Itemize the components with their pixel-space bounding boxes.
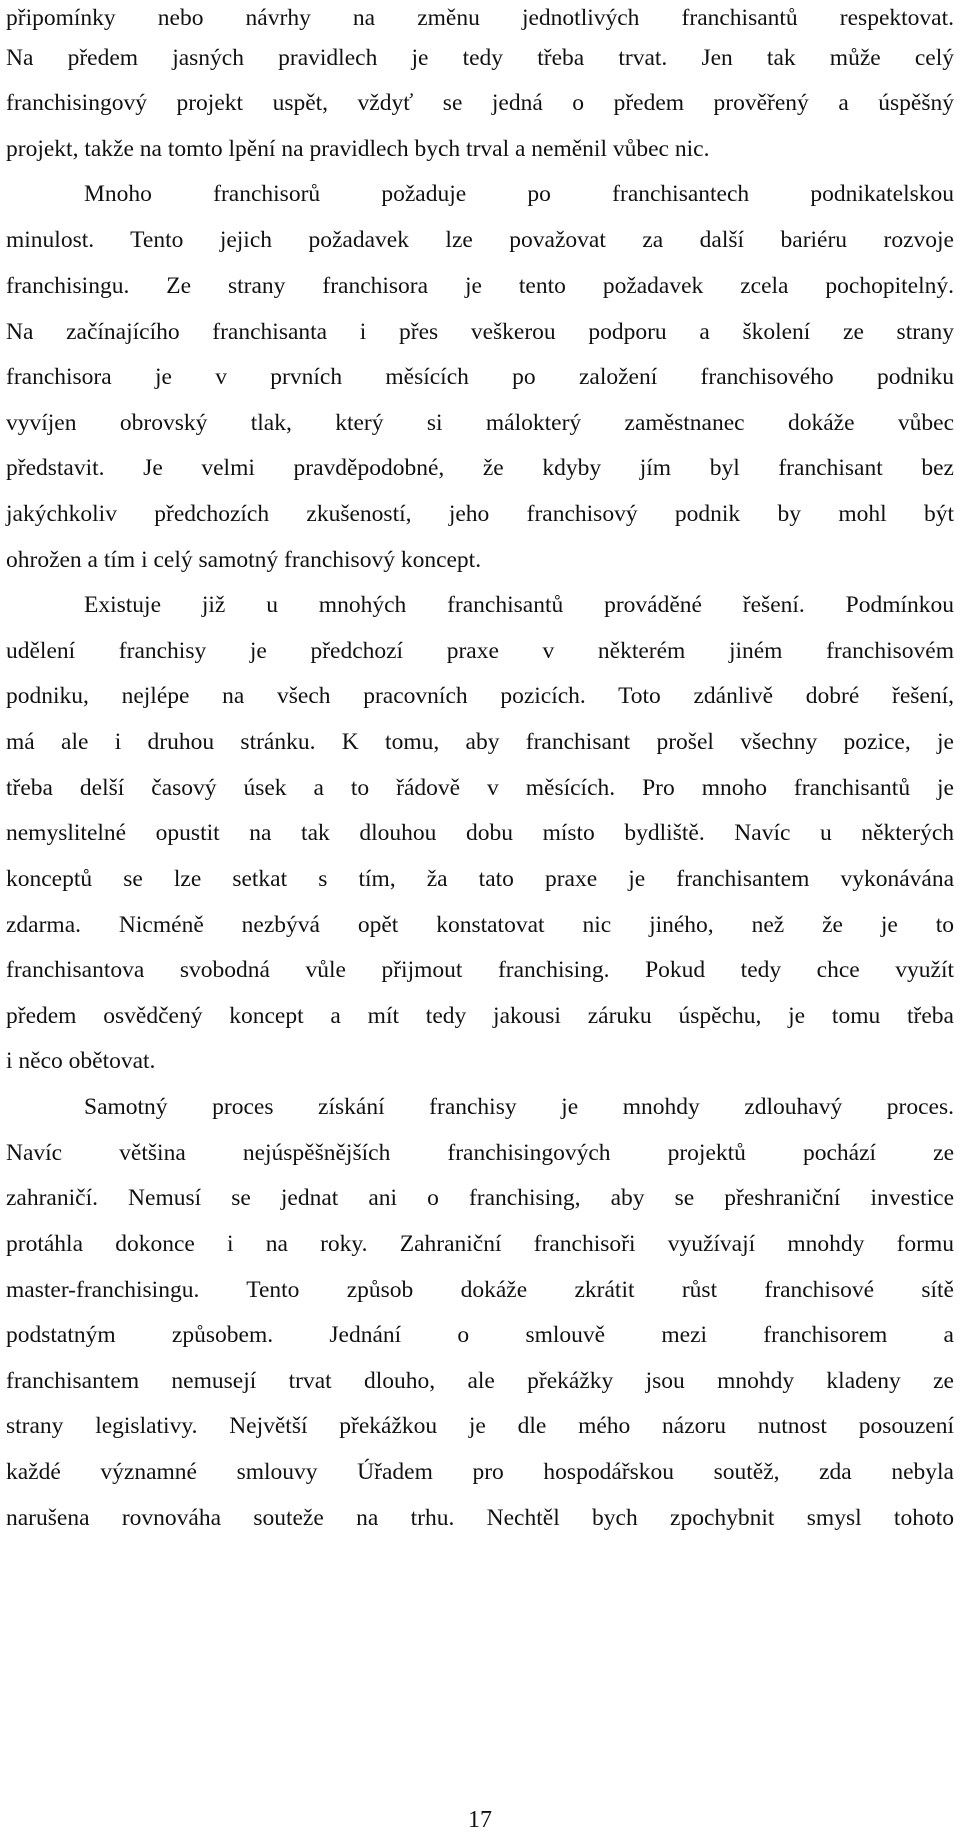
text-line: Na začínajícího franchisanta i přes veškerou podporu a školení ze strany — [6, 319, 954, 345]
text-line: vyvíjen obrovský tlak, který si málokterý zaměstnanec dokáže vůbec — [6, 410, 954, 436]
text-line: Navíc většina nejúspěšnějších franchisingových projektů pochází ze — [6, 1140, 954, 1166]
text-line: franchisora je v prvních měsících po založení franchisového podniku — [6, 364, 954, 390]
text-line: projekt, takže na tomto lpění na pravidlech bych trval a neměnil vůbec nic. — [6, 136, 710, 162]
text-line: franchisingový projekt uspět, vždyť se jedná o předem prověřený a úspěšný — [6, 90, 954, 116]
text-line: narušena rovnováha souteže na trhu. Nechtěl bych zpochybnit smysl tohoto — [6, 1505, 954, 1531]
text-line: má ale i druhou stránku. K tomu, aby franchisant prošel všechny pozice, je — [6, 729, 954, 755]
text-line: strany legislativy. Největší překážkou je dle mého názoru nutnost posouzení — [6, 1413, 954, 1439]
paragraph-first-line: Existuje již u mnohých franchisantů prováděné řešení. Podmínkou — [84, 592, 954, 618]
text-line: master-franchisingu. Tento způsob dokáže zkrátit růst franchisové sítě — [6, 1277, 954, 1303]
text-line: každé významné smlouvy Úřadem pro hospodářskou soutěž, zda nebyla — [6, 1459, 954, 1485]
text-line: podniku, nejlépe na všech pracovních pozicích. Toto zdánlivě dobré řešení, — [6, 683, 954, 709]
text-line: udělení franchisy je předchozí praxe v některém jiném franchisovém — [6, 638, 954, 664]
text-line: předem osvědčený koncept a mít tedy jakousi záruku úspěchu, je tomu třeba — [6, 1003, 954, 1029]
text-line: protáhla dokonce i na roky. Zahraniční franchisoři využívají mnohdy formu — [6, 1231, 954, 1257]
paragraph-first-line: Samotný proces získání franchisy je mnohdy zdlouhavý proces. — [84, 1094, 954, 1120]
text-line: jakýchkoliv předchozích zkušeností, jeho franchisový podnik by mohl být — [6, 501, 954, 527]
text-line: minulost. Tento jejich požadavek lze považovat za další bariéru rozvoje — [6, 227, 954, 253]
text-line: nemyslitelné opustit na tak dlouhou dobu místo bydliště. Navíc u některých — [6, 820, 954, 846]
text-line: ohrožen a tím i celý samotný franchisový koncept. — [6, 547, 482, 573]
text-line: i něco obětovat. — [6, 1048, 156, 1074]
text-line: Na předem jasných pravidlech je tedy třeba trvat. Jen tak může celý — [6, 45, 954, 71]
text-line: zahraničí. Nemusí se jednat ani o franchising, aby se přeshraniční investice — [6, 1185, 954, 1211]
text-line: třeba delší časový úsek a to řádově v měsících. Pro mnoho franchisantů je — [6, 775, 954, 801]
text-line: připomínky nebo návrhy na změnu jednotlivých franchisantů respektovat. — [6, 5, 954, 31]
paragraph-first-line: Mnoho franchisorů požaduje po franchisantech podnikatelskou — [84, 181, 954, 207]
text-line: franchisantova svobodná vůle přijmout franchising. Pokud tedy chce využít — [6, 957, 954, 983]
page-number: 17 — [468, 1807, 492, 1833]
text-line: podstatným způsobem. Jednání o smlouvě mezi franchisorem a — [6, 1322, 954, 1348]
text-line: franchisingu. Ze strany franchisora je tento požadavek zcela pochopitelný. — [6, 273, 954, 299]
text-line: konceptů se lze setkat s tím, ža tato praxe je franchisantem vykonávána — [6, 866, 954, 892]
text-line: zdarma. Nicméně nezbývá opět konstatovat nic jiného, než že je to — [6, 912, 954, 938]
text-line: představit. Je velmi pravděpodobné, že kdyby jím byl franchisant bez — [6, 455, 954, 481]
text-line: franchisantem nemusejí trvat dlouho, ale překážky jsou mnohdy kladeny ze — [6, 1368, 954, 1394]
